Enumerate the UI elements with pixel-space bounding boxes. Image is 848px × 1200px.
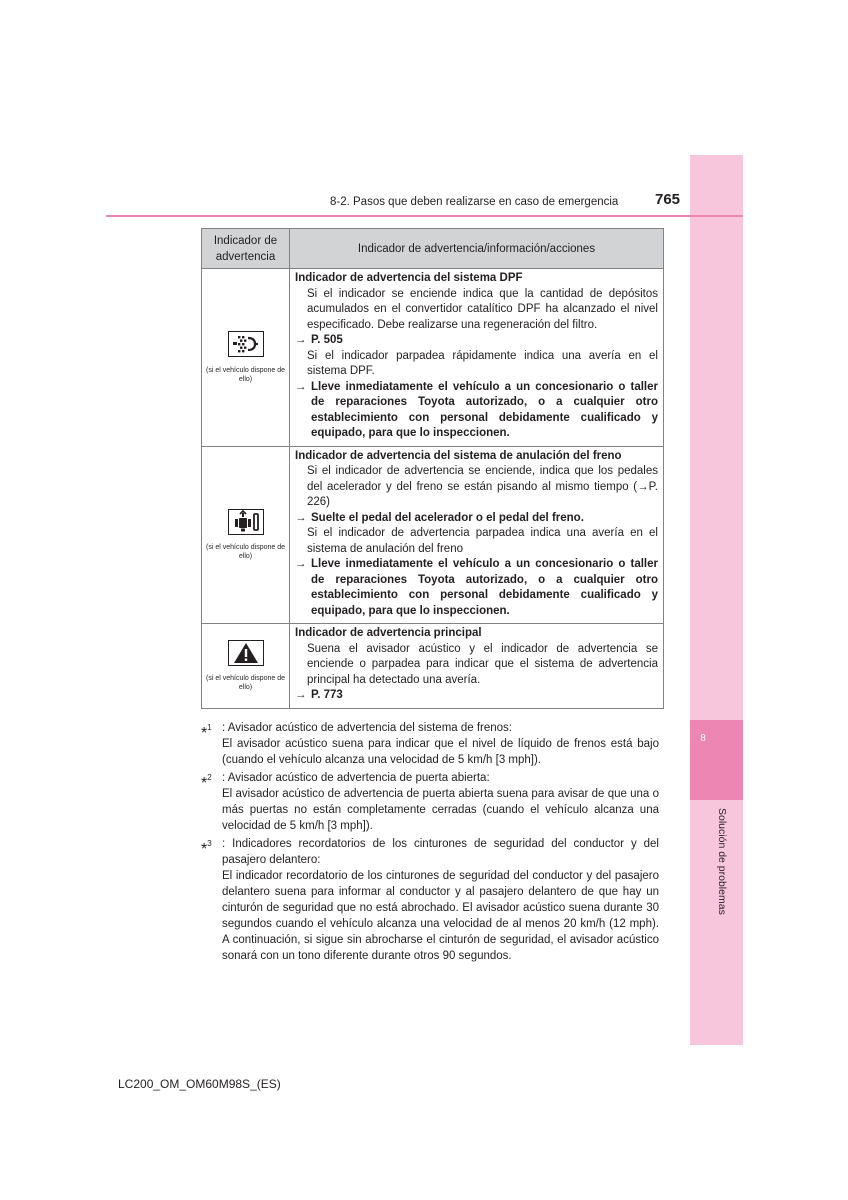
dpf-warning-icon xyxy=(228,331,264,357)
action-line xyxy=(295,333,658,349)
arrow-icon: → xyxy=(295,380,307,393)
indicator-cell xyxy=(202,624,290,709)
chapter-number: 8 xyxy=(700,733,706,744)
description-cell xyxy=(290,624,664,709)
footnote-heading: : Avisador acústico de advertencia del sistema de frenos: xyxy=(222,722,513,734)
action-text: Suelte el pedal del acelerador o el pedal del freno. xyxy=(311,511,584,524)
row-title: Indicador de advertencia del sistema DPF xyxy=(295,272,523,284)
action-line xyxy=(295,688,658,704)
footnote-heading: : Avisador acústico de advertencia de puerta abierta: xyxy=(222,772,490,784)
description-text: Suena el avisador acústico y el indicador de advertencia se enciende o parpadea para indicar que el sistema de advertencia principal ha detectado una avería. xyxy=(307,642,658,686)
header-rule xyxy=(106,215,743,217)
arrow-icon: → xyxy=(295,558,307,570)
description-text: Si el indicador se enciende indica que la cantidad de depósitos acumulados en el convertidor catalítico DPF ha alcanzado el nivel especificado. Debe realizarse una regeneración del filtro. xyxy=(307,287,658,331)
row-title: Indicador de advertencia del sistema de anulación del freno xyxy=(295,449,622,462)
column-header-indicator: Indicador de advertencia xyxy=(202,229,290,269)
master-warning-icon xyxy=(228,640,264,666)
action-line xyxy=(295,511,658,527)
table-row xyxy=(202,446,664,624)
chapter-side-tab-active xyxy=(690,720,743,800)
row-title: Indicador de advertencia principal xyxy=(295,627,482,639)
section-title: 8-2. Pasos que deben realizarse en caso de emergencia xyxy=(330,196,619,208)
footnote-body: El avisador acústico de advertencia de puerta abierta suena para avisar de que una o más puertas no están completamente cerradas (cuando el vehículo alcanza una velocidad de 5 km/h [3 mph]). xyxy=(222,788,659,832)
table-header-row xyxy=(202,229,664,269)
arrow-icon: → xyxy=(295,511,307,524)
indicator-cell xyxy=(202,269,290,447)
brake-override-icon xyxy=(228,509,264,535)
footnote-mark: *$^3$ xyxy=(201,839,212,858)
page-reference: P. 773 xyxy=(311,689,343,701)
footnote xyxy=(201,720,659,768)
action-line xyxy=(295,380,658,442)
description-text: Si el indicador de advertencia parpadea indica una avería en el sistema de anulación del freno xyxy=(307,527,658,555)
footnote-body: El avisador acústico suena para indicar que el nivel de líquido de frenos está bajo (cuando el vehículo alcanza una velocidad de 5 km/h [3 mph]). xyxy=(222,738,659,766)
icon-note: (si el vehículo dispone de ello) xyxy=(206,544,285,560)
footnote-heading: : Indicadores recordatorios de los cinturones de seguridad del conductor y del pasajero delantero: xyxy=(222,838,659,866)
icon-note: (si el vehículo dispone de ello) xyxy=(206,675,285,691)
icon-note: (si el vehículo dispone de ello) xyxy=(206,366,285,383)
warning-table xyxy=(201,228,664,709)
document-code: LC200_OM_OM60M98S_(ES) xyxy=(118,1077,281,1091)
table-row xyxy=(202,624,664,709)
footnote-body: El indicador recordatorio de los cinturones de seguridad del conductor y del pasajero delantero suena para informar al conductor y al pasajero delantero de que hay un cinturón de seguridad que no está abrochado. El avisador acústico suena durante 30 segundos cuando el vehículo alcanza una velocidad de al menos 20 km/h (12 mph). A continuación, si sigue sin abrocharse el cinturón de seguridad, el avisador acústico sonará con un tono diferente durante otros 90 segundos. xyxy=(222,870,659,962)
arrow-icon: → xyxy=(295,689,307,701)
column-header-actions: Indicador de advertencia/información/acciones xyxy=(290,229,664,269)
description-cell xyxy=(290,446,664,624)
chapter-title: Solución de problemas xyxy=(716,808,728,915)
arrow-icon: → xyxy=(295,334,307,346)
footnote-mark: *$^1$ xyxy=(201,723,212,742)
footnote xyxy=(201,836,659,964)
table-row xyxy=(202,269,664,447)
action-text: Lleve inmediatamente el vehículo a un concesionario o taller de reparaciones Toyota autorizado, o a cualquier otro establecimiento con personal debidamente cualificado y equipado, para que lo inspeccionen. xyxy=(311,558,658,617)
indicator-cell xyxy=(202,446,290,624)
action-text: Lleve inmediatamente el vehículo a un concesionario o taller de reparaciones Toyota autorizado, o a cualquier otro establecimiento con personal debidamente cualificado y equipado, para que lo inspeccionen. xyxy=(311,380,658,439)
footnote xyxy=(201,770,659,834)
description-text: Si el indicador de advertencia se enciende, indica que los pedales del acelerador y del freno se están pisando al mismo tiempo (→P. 226) xyxy=(307,465,658,508)
page-number: 765 xyxy=(655,191,681,208)
action-line xyxy=(295,557,658,619)
footnotes xyxy=(201,720,659,966)
page-reference: P. 505 xyxy=(311,334,343,346)
description-cell xyxy=(290,269,664,447)
footnote-mark: *$^2$ xyxy=(201,773,212,792)
description-text: Si el indicador parpadea rápidamente indica una avería en el sistema DPF. xyxy=(307,349,658,377)
